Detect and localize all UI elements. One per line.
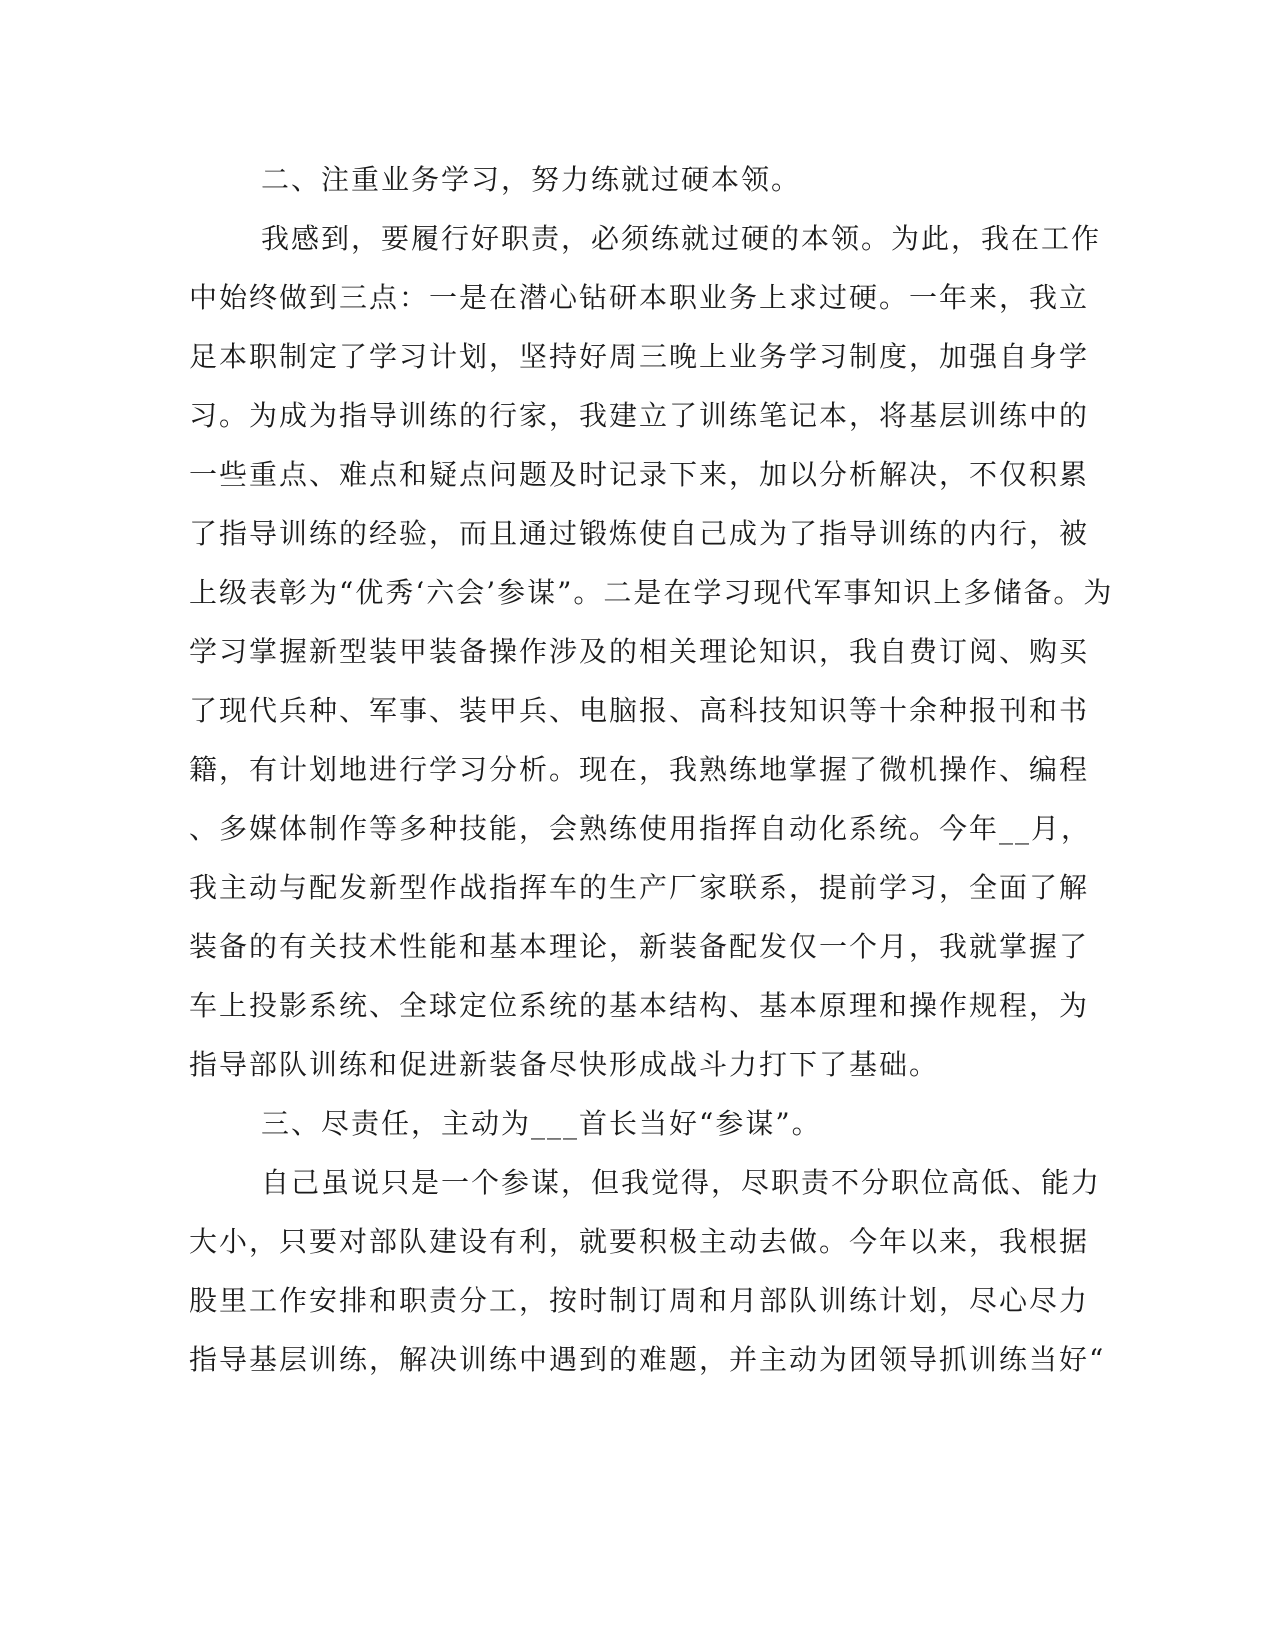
paragraph-line: 习。为成为指导训练的行家，我建立了训练笔记本，将基层训练中的: [189, 399, 1090, 432]
paragraph-line: 指导基层训练，解决训练中遇到的难题，并主动为团领导抓训练当好“: [189, 1343, 1106, 1376]
paragraph-line: 我感到，要履行好职责，必须练就过硬的本领。为此，我在工作: [261, 222, 1102, 255]
paragraph-line: 自己虽说只是一个参谋，但我觉得，尽职责不分职位高低、能力: [261, 1166, 1102, 1199]
paragraph-line: 足本职制定了学习计划，坚持好周三晚上业务学习制度，加强自身学: [189, 340, 1090, 373]
paragraph-line: 上级表彰为“优秀‘六会’参谋”。二是在学习现代军事知识上多储备。为: [189, 576, 1114, 609]
paragraph-line: 了现代兵种、军事、装甲兵、电脑报、高科技知识等十余种报刊和书: [189, 694, 1090, 727]
paragraph-line: 装备的有关技术性能和基本理论，新装备配发仅一个月，我就掌握了: [189, 930, 1090, 963]
paragraph-line: 学习掌握新型装甲装备操作涉及的相关理论知识，我自费订阅、购买: [189, 635, 1090, 668]
paragraph-line: 股里工作安排和职责分工，按时制订周和月部队训练计划，尽心尽力: [189, 1284, 1090, 1317]
paragraph-line: 、多媒体制作等多种技能，会熟练使用指挥自动化系统。今年__月，: [189, 812, 1092, 845]
paragraph-line: 了指导训练的经验，而且通过锻炼使自己成为了指导训练的内行，被: [189, 517, 1090, 550]
section-heading-2: 二、注重业务学习，努力练就过硬本领。: [261, 163, 802, 196]
section-heading-3: 三、尽责任，主动为___首长当好“参谋”。: [261, 1107, 822, 1140]
paragraph-line: 指导部队训练和促进新装备尽快形成战斗力打下了基础。: [189, 1048, 940, 1081]
paragraph-line: 一些重点、难点和疑点问题及时记录下来，加以分析解决，不仅积累: [189, 458, 1090, 491]
paragraph-line: 中始终做到三点：一是在潜心钻研本职业务上求过硬。一年来，我立: [189, 281, 1090, 314]
paragraph-line: 大小，只要对部队建设有利，就要积极主动去做。今年以来，我根据: [189, 1225, 1090, 1258]
paragraph-line: 我主动与配发新型作战指挥车的生产厂家联系，提前学习，全面了解: [189, 871, 1090, 904]
paragraph-line: 车上投影系统、全球定位系统的基本结构、基本原理和操作规程，为: [189, 989, 1090, 1022]
paragraph-line: 籍，有计划地进行学习分析。现在，我熟练地掌握了微机操作、编程: [189, 753, 1090, 786]
